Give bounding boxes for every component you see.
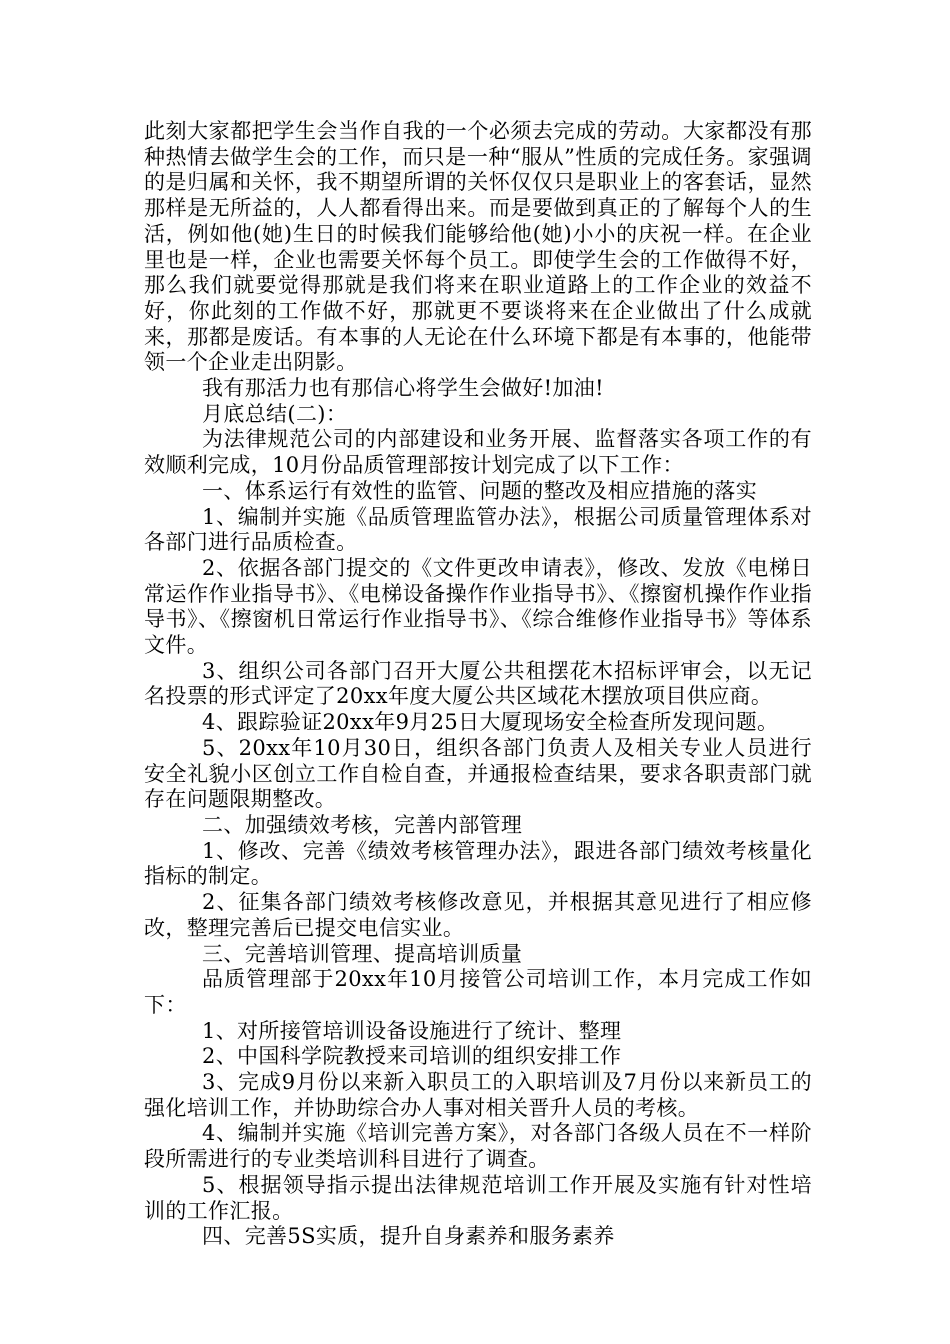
list-item-1-5: 5、20xx年10月30日，组织各部门负责人及相关专业人员进行安全礼貌小区创立工作自检自查，并通报检查结果，要求各职责部门就存在问题限期整改。 xyxy=(144,735,812,812)
heading-section-3: 三、完善培训管理、提高培训质量 xyxy=(202,941,523,966)
document-page xyxy=(144,119,812,1250)
list-item-1-1: 1、编制并实施《品质管理监管办法》，根据公司质量管理体系对各部门进行品质检查。 xyxy=(144,504,812,555)
list-item-1-3: 3、组织公司各部门召开大厦公共租摆花木招标评审会，以无记名投票的形式评定了20xx年度大厦公共区域花木摆放项目供应商。 xyxy=(144,658,812,709)
list-item-3-1: 1、对所接管培训设备设施进行了统计、整理 xyxy=(202,1018,622,1043)
section-title-monthly-summary-2: 月底总结(二)： xyxy=(202,401,348,426)
paragraph-summary-intro: 为法律规范公司的内部建设和业务开展、监督落实各项工作的有效顺利完成，10月份品质管理部按计划完成了以下工作： xyxy=(144,427,812,478)
list-item-3-5: 5、根据领导指示提出法律规范培训工作开展及实施有针对性培训的工作汇报。 xyxy=(144,1172,812,1223)
list-item-3-3: 3、完成9月份以来新入职员工的入职培训及7月份以来新员工的强化培训工作，并协助综合办人事对相关晋升人员的考核。 xyxy=(144,1070,812,1120)
paragraph-training-intro: 品质管理部于20xx年10月接管公司培训工作，本月完成工作如下： xyxy=(144,967,812,1017)
list-item-2-2: 2、征集各部门绩效考核修改意见，并根据其意见进行了相应修改，整理完善后已提交电信实业。 xyxy=(144,890,812,940)
list-item-3-4: 4、编制并实施《培训完善方案》，对各部门各级人员在不一样阶段所需进行的专业类培训科目进行了调查。 xyxy=(144,1121,812,1172)
heading-section-2: 二、加强绩效考核，完善内部管理 xyxy=(202,812,523,837)
list-item-1-2: 2、依据各部门提交的《文件更改申请表》，修改、发放《电梯日常运作作业指导书》、《电梯设备操作作业指导书》、《擦窗机操作作业指导书》、《擦窗机日常运行作业指导书》、《综合维修作业指导书》等体系文件。 xyxy=(144,555,812,658)
list-item-1-4: 4、跟踪验证20xx年9月25日大厦现场安全检查所发现问题。 xyxy=(202,710,779,735)
paragraph-intro-continuation: 此刻大家都把学生会当作自我的一个必须去完成的劳动。大家都没有那种热情去做学生会的工作，而只是一种“服从”性质的完成任务。家强调的是归属和关怀，我不期望所谓的关怀仅仅只是职业上的客套话，显然那样是无所益的，人人都看得出来。而是要做到真正的了解每个人的生活，例如他(她)生日的时候我们能够给他(她)小小的庆祝一样。在企业里也是一样，企业也需要关怀每个员工。即使学生会的工作做得不好，那么我们就要觉得那就是我们将来在职业道路上的工作企业的效益不好，你此刻的工作做不好，那就更不要谈将来在企业做出了什么成就来，那都是废话。有本事的人无论在什么环境下都是有本事的，他能带领一个企业走出阴影。 xyxy=(144,119,812,375)
paragraph-cheer: 我有那活力也有那信心将学生会做好!加油! xyxy=(202,376,604,401)
heading-section-4: 四、完善5S实质，提升自身素养和服务素养 xyxy=(202,1224,615,1249)
list-item-3-2: 2、中国科学院教授来司培训的组织安排工作 xyxy=(202,1044,622,1069)
list-item-2-1: 1、修改、完善《绩效考核管理办法》，跟进各部门绩效考核量化指标的制定。 xyxy=(144,838,812,889)
heading-section-1: 一、体系运行有效性的监管、问题的整改及相应措施的落实 xyxy=(202,478,758,503)
